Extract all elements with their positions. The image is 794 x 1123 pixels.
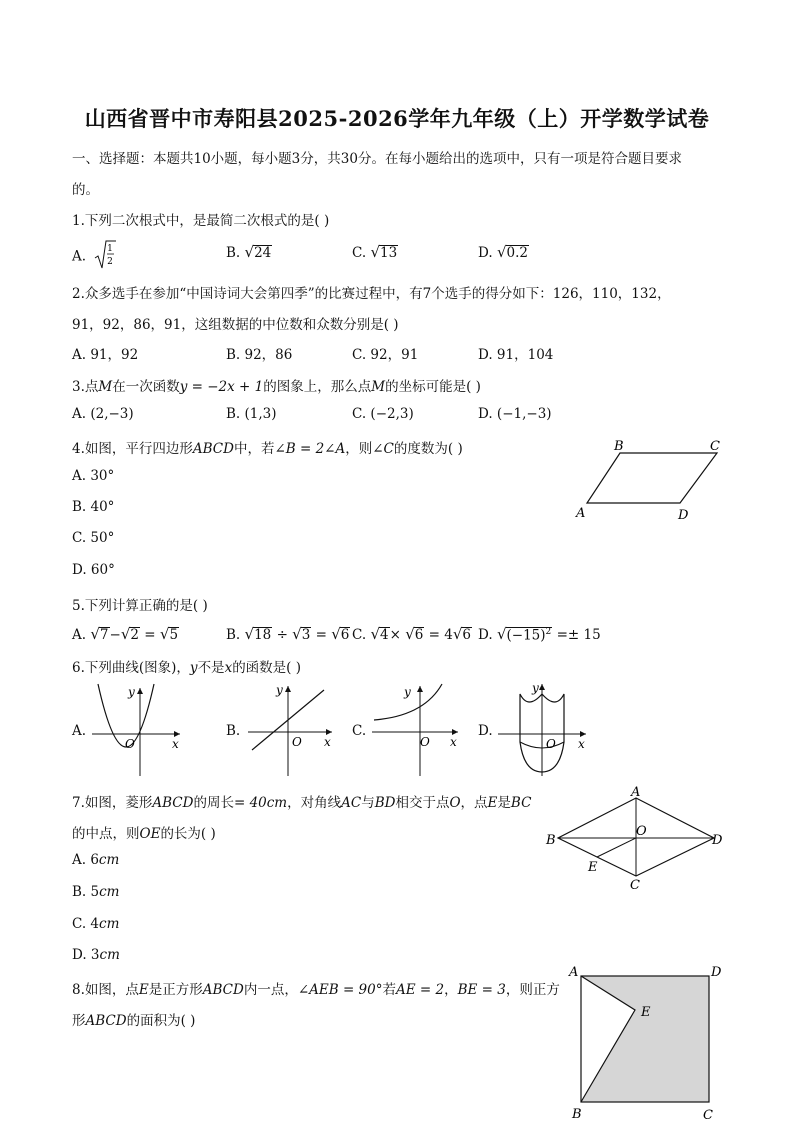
q1-option-c: C. √13 [352,243,398,261]
q6-option-c-label: C. [352,723,367,739]
q8-square-figure [560,962,732,1122]
svg-text:y: y [404,685,411,699]
q3-option-d: D. (−1,−3) [478,406,552,422]
svg-text:A: A [569,965,579,980]
q7-option-b: B. 5cm [72,884,120,900]
q3-stem: 3.点M在一次函数y = −2x + 1的图象上，那么点M的坐标可能是( ) [72,379,481,395]
svg-text:O: O [636,824,647,839]
svg-text:B: B [572,1107,582,1122]
q6-option-a-label: A. [72,723,87,739]
q7-stem-line2: 的中点，则OE的长为( ) [72,826,216,842]
q2-stem-line1: 2.众多选手在参加“中国诗词大会第四季”的比赛过程中，有7个选手的得分如下：126，110，132， [72,286,671,302]
svg-text:y: y [532,681,539,695]
q6-graph-c [368,680,468,780]
q2-option-c: C. 92，91 [352,347,419,363]
q4-option-a: A. 30° [72,468,115,484]
svg-text:B: B [546,833,556,848]
q5-stem: 5.下列计算正确的是( ) [72,598,208,614]
label-B: B [614,439,624,454]
segment-oe [597,838,636,857]
svg-text:y: y [276,683,283,697]
svg-text:O: O [125,737,135,751]
q3-option-a: A. (2,−3) [72,406,134,422]
parallelogram-shape [587,453,717,503]
q7-option-c: C. 4cm [72,916,120,932]
q8-stem-line1: 8.如图，点E是正方形ABCD内一点，∠AEB = 90°若AE = 2，BE = 3，则正方 [72,982,560,998]
section-instruction-line1: 一、选择题：本题共10小题，每小题3分，共30分。在每小题给出的选项中，只有一项是符合题目要求 [72,151,682,167]
svg-text:D: D [711,965,722,980]
q1-option-b: B. √24 [226,243,272,261]
svg-text:x: x [578,737,585,751]
label-C: C [710,439,720,454]
exam-title: 山西省晋中市寿阳县2025-2026学年九年级（上）开学数学试卷 [84,106,710,131]
svg-text:x: x [324,735,331,749]
sqrt-fraction-icon [94,240,116,270]
q4-stem: 4.如图，平行四边形ABCD中，若∠B = 2∠A，则∠C的度数为( ) [72,441,463,457]
q5-option-b: B. √18 ÷ √3 = √6 [226,625,350,643]
svg-text:O: O [292,735,302,749]
q6-graph-d [494,680,594,780]
q3-option-b: B. (1,3) [226,406,277,422]
q6-graph-a [88,680,188,780]
q4-option-b: B. 40° [72,499,115,515]
q1-a-radical [94,240,116,274]
svg-text:O: O [420,735,430,749]
q1-option-a: A. 1 2 [72,240,116,274]
label-A: A [576,506,586,521]
svg-text:D: D [712,833,723,848]
q1-a-denominator: 2 [107,257,114,267]
q7-option-d: D. 3cm [72,947,120,963]
label-D: D [678,508,689,523]
q1-stem: 1.下列二次根式中，是最简二次根式的是( ) [72,213,330,229]
svg-text:E: E [588,860,598,875]
q2-option-a: A. 91，92 [72,347,139,363]
q4-parallelogram-figure [570,436,730,524]
q3-option-c: C. (−2,3) [352,406,414,422]
svg-text:x: x [172,737,179,751]
svg-text:x: x [450,735,457,749]
svg-text:C: C [630,878,640,893]
q7-rhombus-figure [540,786,730,894]
q6-option-b-label: B. [226,723,241,739]
q5-option-a: A. √7−√2 = √5 [72,625,179,643]
q2-option-b: B. 92，86 [226,347,293,363]
q7-stem-line1: 7.如图，菱形ABCD的周长= 40cm，对角线AC与BD相交于点O，点E是BC [72,795,532,811]
q2-option-d: D. 91，104 [478,347,554,363]
q1-a-numerator: 1 [107,244,114,254]
q6-graph-b [244,680,344,780]
shaded-region [581,976,709,1102]
q4-option-c: C. 50° [72,530,115,546]
q5-option-d: D. $√(-15)^2 =\pm 15$ [478,625,601,643]
section-instruction-line2: 的。 [72,182,99,198]
svg-text:y: y [128,685,135,699]
q2-stem-line2: 91，92，86，91，这组数据的中位数和众数分别是( ) [72,317,399,333]
q5-option-c: C. √4× √6 = 4√6 [352,625,472,643]
q6-option-d-label: D. [478,723,493,739]
q7-option-a: A. 6cm [72,852,120,868]
q1-option-d: D. √0.2 [478,243,528,261]
q4-option-d: D. 60° [72,562,115,578]
svg-text:E: E [641,1005,651,1020]
q8-stem-line2: 形ABCD的面积为( ) [72,1013,196,1029]
q6-stem: 6.下列曲线(图象)，y不是x的函数是( ) [72,660,302,676]
svg-text:A: A [631,786,641,800]
svg-text:O: O [546,737,556,751]
svg-text:C: C [703,1108,713,1122]
